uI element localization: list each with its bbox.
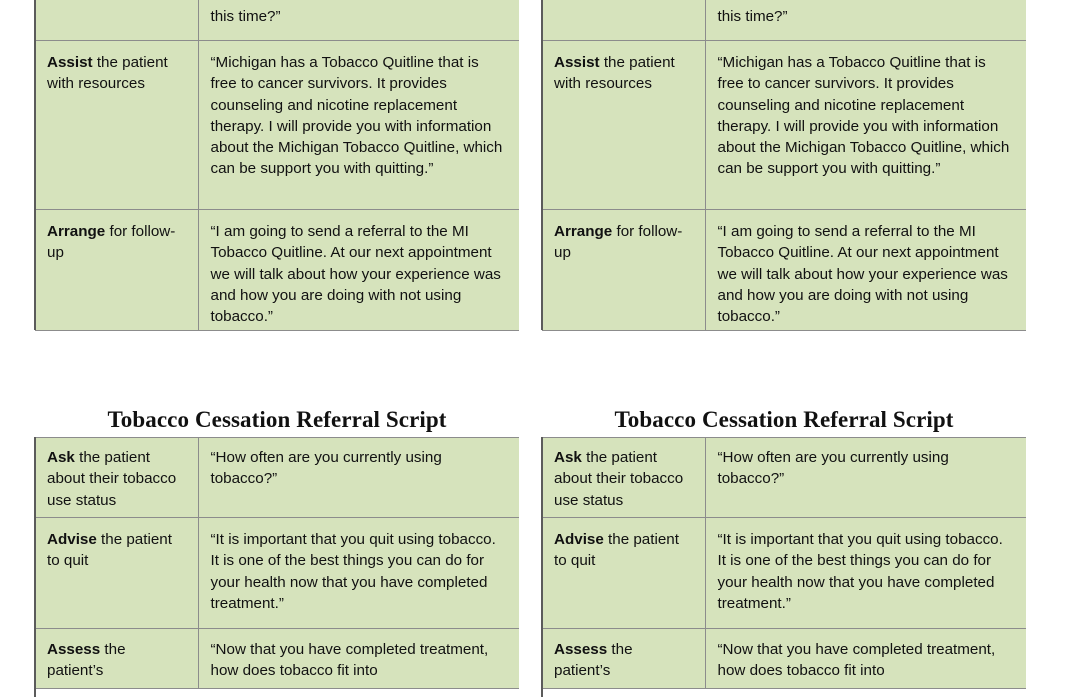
step-keyword: Assess xyxy=(47,641,101,658)
script-cell xyxy=(705,629,1026,689)
script-text: “How often are you currently using tobacco?” xyxy=(210,449,442,488)
step-label: the patient about their tobacco use status xyxy=(554,449,684,509)
step-cell xyxy=(35,41,198,210)
step-cell xyxy=(35,518,198,629)
script-cell xyxy=(198,629,519,689)
script-text: “Michigan has a Tobacco Quitline that is free to cancer survivors. It provides counseling and nicotine replacement therapy. I will provide you with information about the Michigan Tobacco Quitline, which can be support you with quitting.” xyxy=(717,54,1010,178)
script-text: “I am going to send a referral to the MI Tobacco Quitline. At our next appointment we will talk about how your experience was and how you are doing with not using tobacco.” xyxy=(717,223,1008,326)
table-row xyxy=(542,0,1026,41)
card-left-edge xyxy=(34,437,36,697)
step-label: for follow-up xyxy=(47,223,176,262)
step-cell xyxy=(542,518,705,629)
script-cell xyxy=(198,210,519,331)
table-row xyxy=(542,629,1026,689)
table-row xyxy=(35,41,519,210)
script-cell xyxy=(198,438,519,518)
script-card-bottom-left xyxy=(35,407,519,689)
script-cell xyxy=(198,41,519,210)
step-cell xyxy=(542,41,705,210)
script-card-top-right xyxy=(542,0,1026,331)
step-label: the patient’s xyxy=(47,641,126,680)
script-cell xyxy=(705,41,1026,210)
script-cell xyxy=(198,0,519,41)
step-keyword: Arrange xyxy=(554,223,613,240)
script-text: “Now that you have completed treatment, how does tobacco fit into xyxy=(210,641,489,680)
step-label: the patient to quit xyxy=(554,531,679,570)
card-left-edge xyxy=(541,437,543,697)
step-cell xyxy=(35,629,198,689)
script-cell xyxy=(705,0,1026,41)
table-row xyxy=(542,41,1026,210)
step-keyword: Arrange xyxy=(47,223,106,240)
step-keyword: Assess xyxy=(554,641,608,658)
table-row xyxy=(35,629,519,689)
script-table xyxy=(542,0,1026,331)
script-cell xyxy=(705,518,1026,629)
step-cell xyxy=(35,210,198,331)
script-table xyxy=(542,437,1026,689)
step-keyword: Assist xyxy=(554,54,600,71)
script-cell xyxy=(705,438,1026,518)
step-keyword: Advise xyxy=(554,531,604,548)
step-label: the patient to quit xyxy=(47,531,172,570)
script-text: “Now that you have completed treatment, how does tobacco fit into xyxy=(717,641,996,680)
script-table xyxy=(35,0,519,331)
script-text: “Michigan has a Tobacco Quitline that is free to cancer survivors. It provides counseling and nicotine replacement therapy. I will provide you with information about the Michigan Tobacco Quitline, which can be support you with quitting.” xyxy=(210,54,503,178)
script-text: “How often are you currently using tobacco?” xyxy=(717,449,949,488)
step-keyword: Ask xyxy=(554,449,582,466)
step-label: the patient with resources xyxy=(554,54,675,93)
step-cell xyxy=(542,438,705,518)
script-text: this time?” xyxy=(717,8,788,25)
script-text: “It is important that you quit using tobacco. It is one of the best things you can do for your health now that you have completed treatment.” xyxy=(717,531,1003,612)
script-text: this time?” xyxy=(210,8,281,25)
card-title: Tobacco Cessation Referral Script xyxy=(614,407,954,432)
script-card-top-left xyxy=(35,0,519,331)
step-cell xyxy=(542,629,705,689)
step-cell xyxy=(35,438,198,518)
step-label: for follow-up xyxy=(554,223,683,262)
table-row xyxy=(35,0,519,41)
card-left-edge xyxy=(34,0,36,330)
script-text: “It is important that you quit using tobacco. It is one of the best things you can do for your health now that you have completed treatment.” xyxy=(210,531,496,612)
script-text: “I am going to send a referral to the MI Tobacco Quitline. At our next appointment we will talk about how your experience was and how you are doing with not using tobacco.” xyxy=(210,223,501,326)
step-cell xyxy=(35,0,198,41)
card-left-edge xyxy=(541,0,543,330)
step-label: the patient about their tobacco use status xyxy=(47,449,177,509)
script-table xyxy=(35,437,519,689)
step-cell xyxy=(542,210,705,331)
script-cell xyxy=(705,210,1026,331)
table-row xyxy=(542,438,1026,518)
table-row xyxy=(35,210,519,331)
step-label: the patient’s xyxy=(554,641,633,680)
step-keyword: Advise xyxy=(47,531,97,548)
script-cell xyxy=(198,518,519,629)
script-card-bottom-right xyxy=(542,407,1026,689)
table-row xyxy=(35,518,519,629)
step-keyword: Assist xyxy=(47,54,93,71)
step-cell xyxy=(542,0,705,41)
step-label: the patient with resources xyxy=(47,54,168,93)
card-title: Tobacco Cessation Referral Script xyxy=(107,407,447,432)
table-row xyxy=(542,518,1026,629)
table-row xyxy=(35,438,519,518)
step-keyword: Ask xyxy=(47,449,75,466)
table-row xyxy=(542,210,1026,331)
